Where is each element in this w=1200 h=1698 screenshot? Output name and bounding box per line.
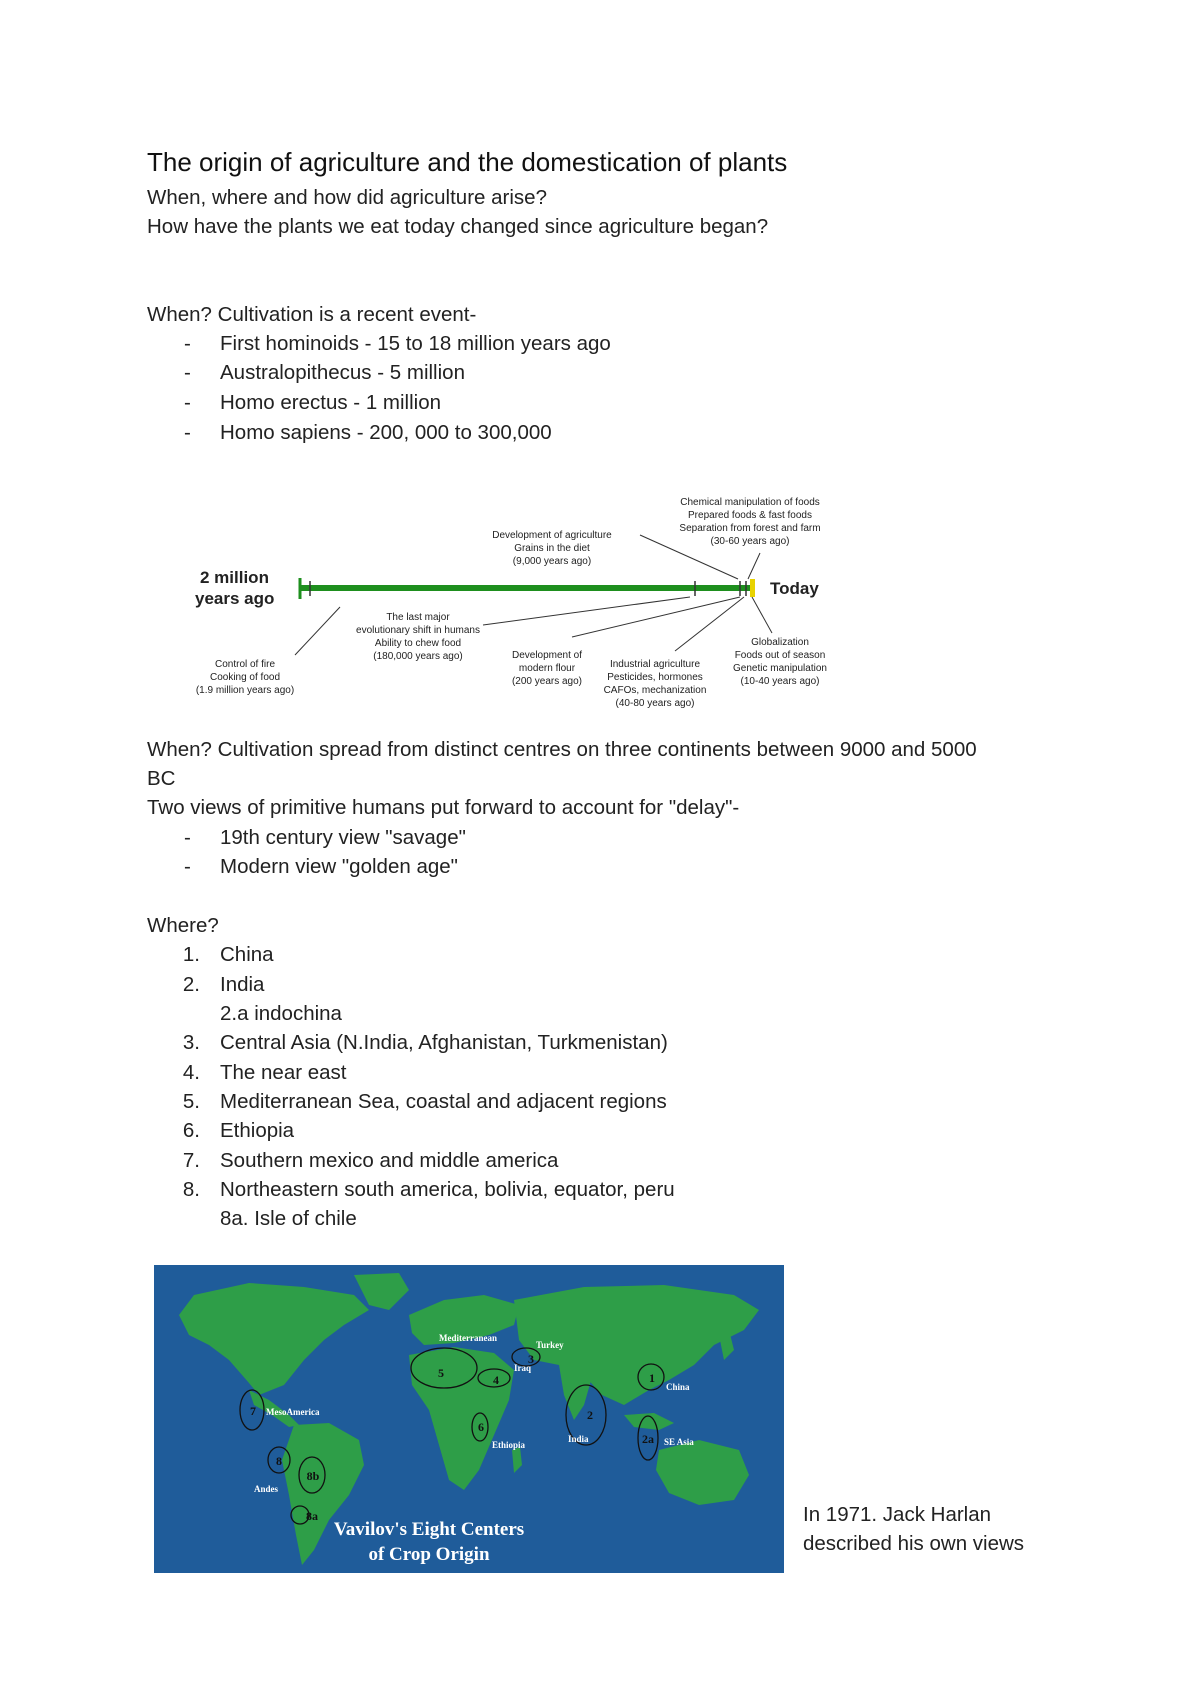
annotation-fire-2: Cooking of food — [209, 672, 281, 683]
list-number: 1. — [182, 943, 200, 966]
list-item: 2.a indochina — [220, 1002, 342, 1025]
label-mediterranean: Mediterranean — [439, 1333, 497, 1343]
annotation-industrial-3: CAFOs, mechanization — [603, 685, 707, 696]
map-title-2: of Crop Origin — [368, 1544, 490, 1565]
label-turkey: Turkey — [536, 1340, 564, 1350]
list-item: India — [220, 973, 265, 996]
where-heading: Where? — [147, 914, 219, 937]
annotation-fire-3: (1.9 million years ago) — [195, 685, 295, 696]
annotation-flour-3: (200 years ago) — [511, 676, 583, 687]
annotation-evolution-4: (180,000 years ago) — [373, 651, 463, 662]
arrow-evolution — [483, 597, 690, 625]
bullet-item: First hominoids - 15 to 18 million years ago — [220, 332, 611, 355]
bullet-dash: - — [184, 332, 191, 355]
marker-5: 5 — [438, 1366, 444, 1380]
annotation-evolution-1: The last major — [386, 612, 450, 623]
annotation-agriculture-3: (9,000 years ago) — [512, 556, 592, 567]
bullet-item: Australopithecus - 5 million — [220, 361, 465, 384]
annotation-global-3: Genetic manipulation — [733, 663, 827, 674]
marker-2: 2 — [587, 1408, 593, 1422]
vavilov-map — [154, 1265, 784, 1573]
annotation-industrial-1: Industrial agriculture — [609, 659, 701, 670]
label-india: India — [568, 1434, 589, 1444]
arrow-global — [752, 597, 772, 633]
bullet-dash: - — [184, 391, 191, 414]
intro-line-2: How have the plants we eat today changed since agriculture began? — [147, 215, 769, 238]
list-item: The near east — [220, 1061, 347, 1084]
bullet-item: Homo sapiens - 200, 000 to 300,000 — [220, 421, 552, 444]
annotation-flour-1: Development of — [511, 650, 583, 661]
list-number: 7. — [182, 1149, 200, 1172]
bullet-item: Homo erectus - 1 million — [220, 391, 442, 414]
list-item: Ethiopia — [220, 1119, 295, 1142]
bullet-item: 19th century view "savage" — [220, 826, 466, 849]
annotation-global-1: Globalization — [751, 637, 809, 648]
list-item: Central Asia (N.India, Afghanistan, Turkmenistan) — [220, 1031, 668, 1054]
annotation-fire-1: Control of fire — [214, 659, 276, 670]
when-heading: When? Cultivation is a recent event- — [147, 303, 477, 326]
marker-2a: 2a — [642, 1432, 654, 1446]
marker-3: 3 — [528, 1352, 534, 1366]
bullet-dash: - — [184, 826, 191, 849]
list-number: 2. — [182, 973, 200, 996]
marker-8: 8 — [276, 1454, 282, 1468]
page-title: The origin of agriculture and the domestication of plants — [147, 147, 788, 177]
timeline-start-label-1: 2 million — [200, 568, 269, 587]
annotation-industrial-4: (40-80 years ago) — [615, 698, 695, 709]
annotation-chemical-4: (30-60 years ago) — [710, 536, 790, 547]
list-item: Northeastern south america, bolivia, equator, peru — [220, 1178, 675, 1201]
annotation-chemical-1: Chemical manipulation of foods — [680, 497, 820, 508]
marker-8b: 8b — [306, 1469, 320, 1483]
annotation-evolution-2: evolutionary shift in humans — [356, 625, 480, 636]
side-note-1: In 1971. Jack Harlan — [803, 1503, 992, 1526]
side-note-2: described his own views — [803, 1532, 1025, 1555]
list-number: 4. — [182, 1061, 200, 1084]
marker-4: 4 — [493, 1373, 499, 1387]
marker-8a: 8a — [306, 1509, 318, 1523]
list-item: 8a. Isle of chile — [220, 1207, 357, 1230]
marker-1: 1 — [649, 1371, 655, 1385]
list-number: 3. — [182, 1031, 200, 1054]
map-title-1: Vavilov's Eight Centers — [333, 1519, 525, 1540]
annotation-chemical-2: Prepared foods & fast foods — [688, 510, 812, 521]
list-item: Southern mexico and middle america — [220, 1149, 559, 1172]
label-andes: Andes — [254, 1484, 279, 1494]
list-number: 6. — [182, 1119, 200, 1142]
timeline-start-label-2: years ago — [195, 589, 275, 608]
label-seasia: SE Asia — [664, 1437, 694, 1447]
today-marker — [750, 579, 755, 597]
annotation-flour-2: modern flour — [518, 663, 576, 674]
bullet-item: Modern view "golden age" — [220, 855, 458, 878]
annotation-global-2: Foods out of season — [734, 650, 826, 661]
label-iraq: Iraq — [514, 1363, 532, 1373]
list-item: Mediterranean Sea, coastal and adjacent regions — [220, 1090, 667, 1113]
annotation-agriculture-2: Grains in the diet — [514, 543, 590, 554]
list-item: China — [220, 943, 274, 966]
marker-7: 7 — [250, 1404, 256, 1418]
bullet-dash: - — [184, 361, 191, 384]
label-china: China — [666, 1382, 690, 1392]
arrow-chemical — [748, 553, 760, 579]
timeline-figure — [190, 493, 840, 723]
label-mesoamerica: MesoAmerica — [266, 1407, 320, 1417]
when2-line-2: BC — [147, 767, 176, 790]
when2-line-3: Two views of primitive humans put forward to account for "delay"- — [147, 796, 740, 819]
arrow-industrial — [675, 597, 744, 651]
when2-line-1: When? Cultivation spread from distinct centres on three continents between 9000 and 5000 — [147, 738, 977, 761]
bullet-dash: - — [184, 421, 191, 444]
list-number: 5. — [182, 1090, 200, 1113]
annotation-chemical-3: Separation from forest and farm — [679, 523, 821, 534]
intro-line-1: When, where and how did agriculture arise? — [147, 186, 547, 209]
label-ethiopia: Ethiopia — [492, 1440, 526, 1450]
arrow-fire — [295, 607, 340, 655]
bullet-dash: - — [184, 855, 191, 878]
annotation-evolution-3: Ability to chew food — [374, 638, 462, 649]
annotation-industrial-2: Pesticides, hormones — [607, 672, 703, 683]
annotation-agriculture-1: Development of agriculture — [492, 530, 612, 541]
annotation-global-4: (10-40 years ago) — [740, 676, 820, 687]
list-number: 8. — [182, 1178, 200, 1201]
marker-6: 6 — [478, 1420, 484, 1434]
arrow-flour — [572, 597, 740, 637]
timeline-end-label: Today — [770, 579, 819, 598]
